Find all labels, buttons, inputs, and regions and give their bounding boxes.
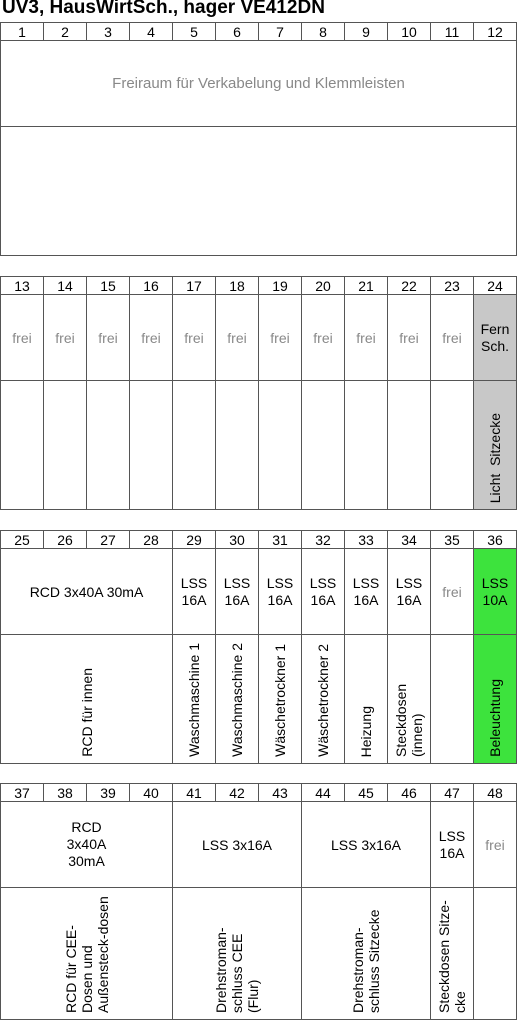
slot-number: 2 [44, 23, 87, 41]
slot-number: 45 [345, 784, 388, 802]
slot-number: 36 [474, 531, 517, 549]
label-cell [431, 381, 474, 510]
slot-number: 6 [216, 23, 259, 41]
empty-label-cell [1, 127, 517, 256]
device-cell: frei [1, 295, 44, 381]
number-row [1, 23, 517, 41]
device-cell: frei [345, 295, 388, 381]
circuit-label: Heizung [358, 705, 374, 757]
slot-number: 10 [388, 23, 431, 41]
label-cell-rcd [1, 888, 173, 1020]
label-cell [87, 381, 130, 510]
slot-number: 30 [216, 531, 259, 549]
device-label: LSS 16A [180, 574, 208, 608]
slot-number: 40 [130, 784, 173, 802]
slot-number: 44 [302, 784, 345, 802]
slot-number: 13 [1, 277, 44, 295]
device-cell: frei [87, 295, 130, 381]
device-cell: frei [173, 295, 216, 381]
label-cell [130, 381, 173, 510]
slot-number: 47 [431, 784, 474, 802]
device-cell-lss [302, 549, 345, 635]
device-label: LSS 16A [438, 827, 466, 861]
label-cell [1, 381, 44, 510]
slot-number: 16 [130, 277, 173, 295]
slot-number: 41 [173, 784, 216, 802]
slot-number: 43 [259, 784, 302, 802]
row-section-2 [0, 276, 517, 510]
row-section-3 [0, 530, 517, 764]
slot-number: 5 [173, 23, 216, 41]
label-cell [44, 381, 87, 510]
slot-number: 28 [130, 531, 173, 549]
slot-number: 1 [1, 23, 44, 41]
circuit-label: Wäschetrockner 2 [315, 644, 331, 757]
device-cell-lss-3x16: LSS 3x16A [173, 802, 302, 888]
device-cell: frei [431, 295, 474, 381]
slot-number: 14 [44, 277, 87, 295]
circuit-label: Wäschetrockner 1 [272, 644, 288, 757]
device-label: LSS 16A [352, 574, 380, 608]
device-cell-lss [173, 549, 216, 635]
label-cell-remote-switch [474, 381, 517, 510]
free-space-cell: Freiraum für Verkabelung und Klemmleisten [1, 41, 517, 127]
page-title: UV3, HausWirtSch., hager VE412DN [2, 0, 325, 18]
circuit-label: Drehstroman-schluss CEE (Flur) [213, 927, 261, 1013]
device-cell-lss [431, 802, 474, 888]
slot-number: 25 [1, 531, 44, 549]
label-cell [259, 381, 302, 510]
circuit-label: RCD für CEE-Dosen und Außensteck-dosen [62, 896, 111, 1013]
slot-number: 33 [345, 531, 388, 549]
label-cell [302, 381, 345, 510]
circuit-label: Licht Sitzecke [487, 412, 503, 503]
slot-number: 20 [302, 277, 345, 295]
slot-number: 4 [130, 23, 173, 41]
device-cell: frei [44, 295, 87, 381]
slot-number: 46 [388, 784, 431, 802]
slot-number: 27 [87, 531, 130, 549]
label-cell [388, 381, 431, 510]
label-cell [302, 888, 431, 1020]
slot-number: 18 [216, 277, 259, 295]
label-cell [216, 635, 259, 764]
slot-number: 17 [173, 277, 216, 295]
label-cell [302, 635, 345, 764]
label-cell [431, 635, 474, 764]
number-row [1, 277, 517, 295]
device-label: RCD 3x40A 30mA [66, 819, 107, 869]
slot-number: 24 [474, 277, 517, 295]
slot-number: 15 [87, 277, 130, 295]
slot-number: 8 [302, 23, 345, 41]
label-cell [388, 635, 431, 764]
slot-number: 48 [474, 784, 517, 802]
circuit-label: Steckdosen Sitze-cke [436, 900, 468, 1013]
circuit-label: Waschmaschine 1 [186, 643, 202, 757]
label-cell-lighting [474, 635, 517, 764]
slot-number: 22 [388, 277, 431, 295]
device-cell-lss-lighting [474, 549, 517, 635]
slot-number: 32 [302, 531, 345, 549]
row-section-4 [0, 783, 517, 1020]
circuit-label: Steckdosen (innen) [393, 683, 425, 757]
slot-number: 11 [431, 23, 474, 41]
slot-number: 37 [1, 784, 44, 802]
device-cell-free: frei [474, 802, 517, 888]
label-cell [431, 888, 474, 1020]
device-cell: frei [216, 295, 259, 381]
device-label: Fern Sch. [480, 320, 510, 354]
slot-number: 3 [87, 23, 130, 41]
label-cell [173, 888, 302, 1020]
circuit-label: RCD für innen [78, 668, 95, 757]
slot-number: 19 [259, 277, 302, 295]
device-cell: frei [130, 295, 173, 381]
label-cell [173, 381, 216, 510]
device-cell: frei [302, 295, 345, 381]
slot-number: 31 [259, 531, 302, 549]
slot-number: 21 [345, 277, 388, 295]
circuit-label: Waschmaschine 2 [229, 643, 245, 757]
number-row [1, 531, 517, 549]
device-cell-free: frei [431, 549, 474, 635]
label-cell-rcd [1, 635, 173, 764]
slot-number: 38 [44, 784, 87, 802]
slot-number: 12 [474, 23, 517, 41]
label-cell [259, 635, 302, 764]
device-cell-lss [345, 549, 388, 635]
device-cell-lss [388, 549, 431, 635]
slot-number: 35 [431, 531, 474, 549]
slot-number: 34 [388, 531, 431, 549]
label-cell [345, 381, 388, 510]
device-cell: frei [259, 295, 302, 381]
device-cell-lss-3x16: LSS 3x16A [302, 802, 431, 888]
label-cell [173, 635, 216, 764]
device-label: LSS 16A [223, 574, 251, 608]
slot-number: 7 [259, 23, 302, 41]
device-label: LSS 16A [266, 574, 294, 608]
device-label: LSS 10A [481, 574, 509, 608]
slot-number: 23 [431, 277, 474, 295]
slot-number: 39 [87, 784, 130, 802]
row-section-1 [0, 22, 517, 256]
device-cell-rcd [1, 802, 173, 888]
circuit-label: Beleuchtung [487, 679, 503, 757]
label-cell [474, 888, 517, 1020]
device-label: LSS 16A [309, 574, 337, 608]
slot-number: 29 [173, 531, 216, 549]
slot-number: 42 [216, 784, 259, 802]
label-cell [345, 635, 388, 764]
device-cell-remote-switch [474, 295, 517, 381]
slot-number: 26 [44, 531, 87, 549]
device-cell: frei [388, 295, 431, 381]
number-row [1, 784, 517, 802]
label-cell [216, 381, 259, 510]
device-cell-lss [216, 549, 259, 635]
slot-number: 9 [345, 23, 388, 41]
circuit-label: Drehstroman-schluss Sitzecke [350, 909, 382, 1013]
device-cell-rcd: RCD 3x40A 30mA [1, 549, 173, 635]
device-cell-lss [259, 549, 302, 635]
device-label: LSS 16A [395, 574, 423, 608]
